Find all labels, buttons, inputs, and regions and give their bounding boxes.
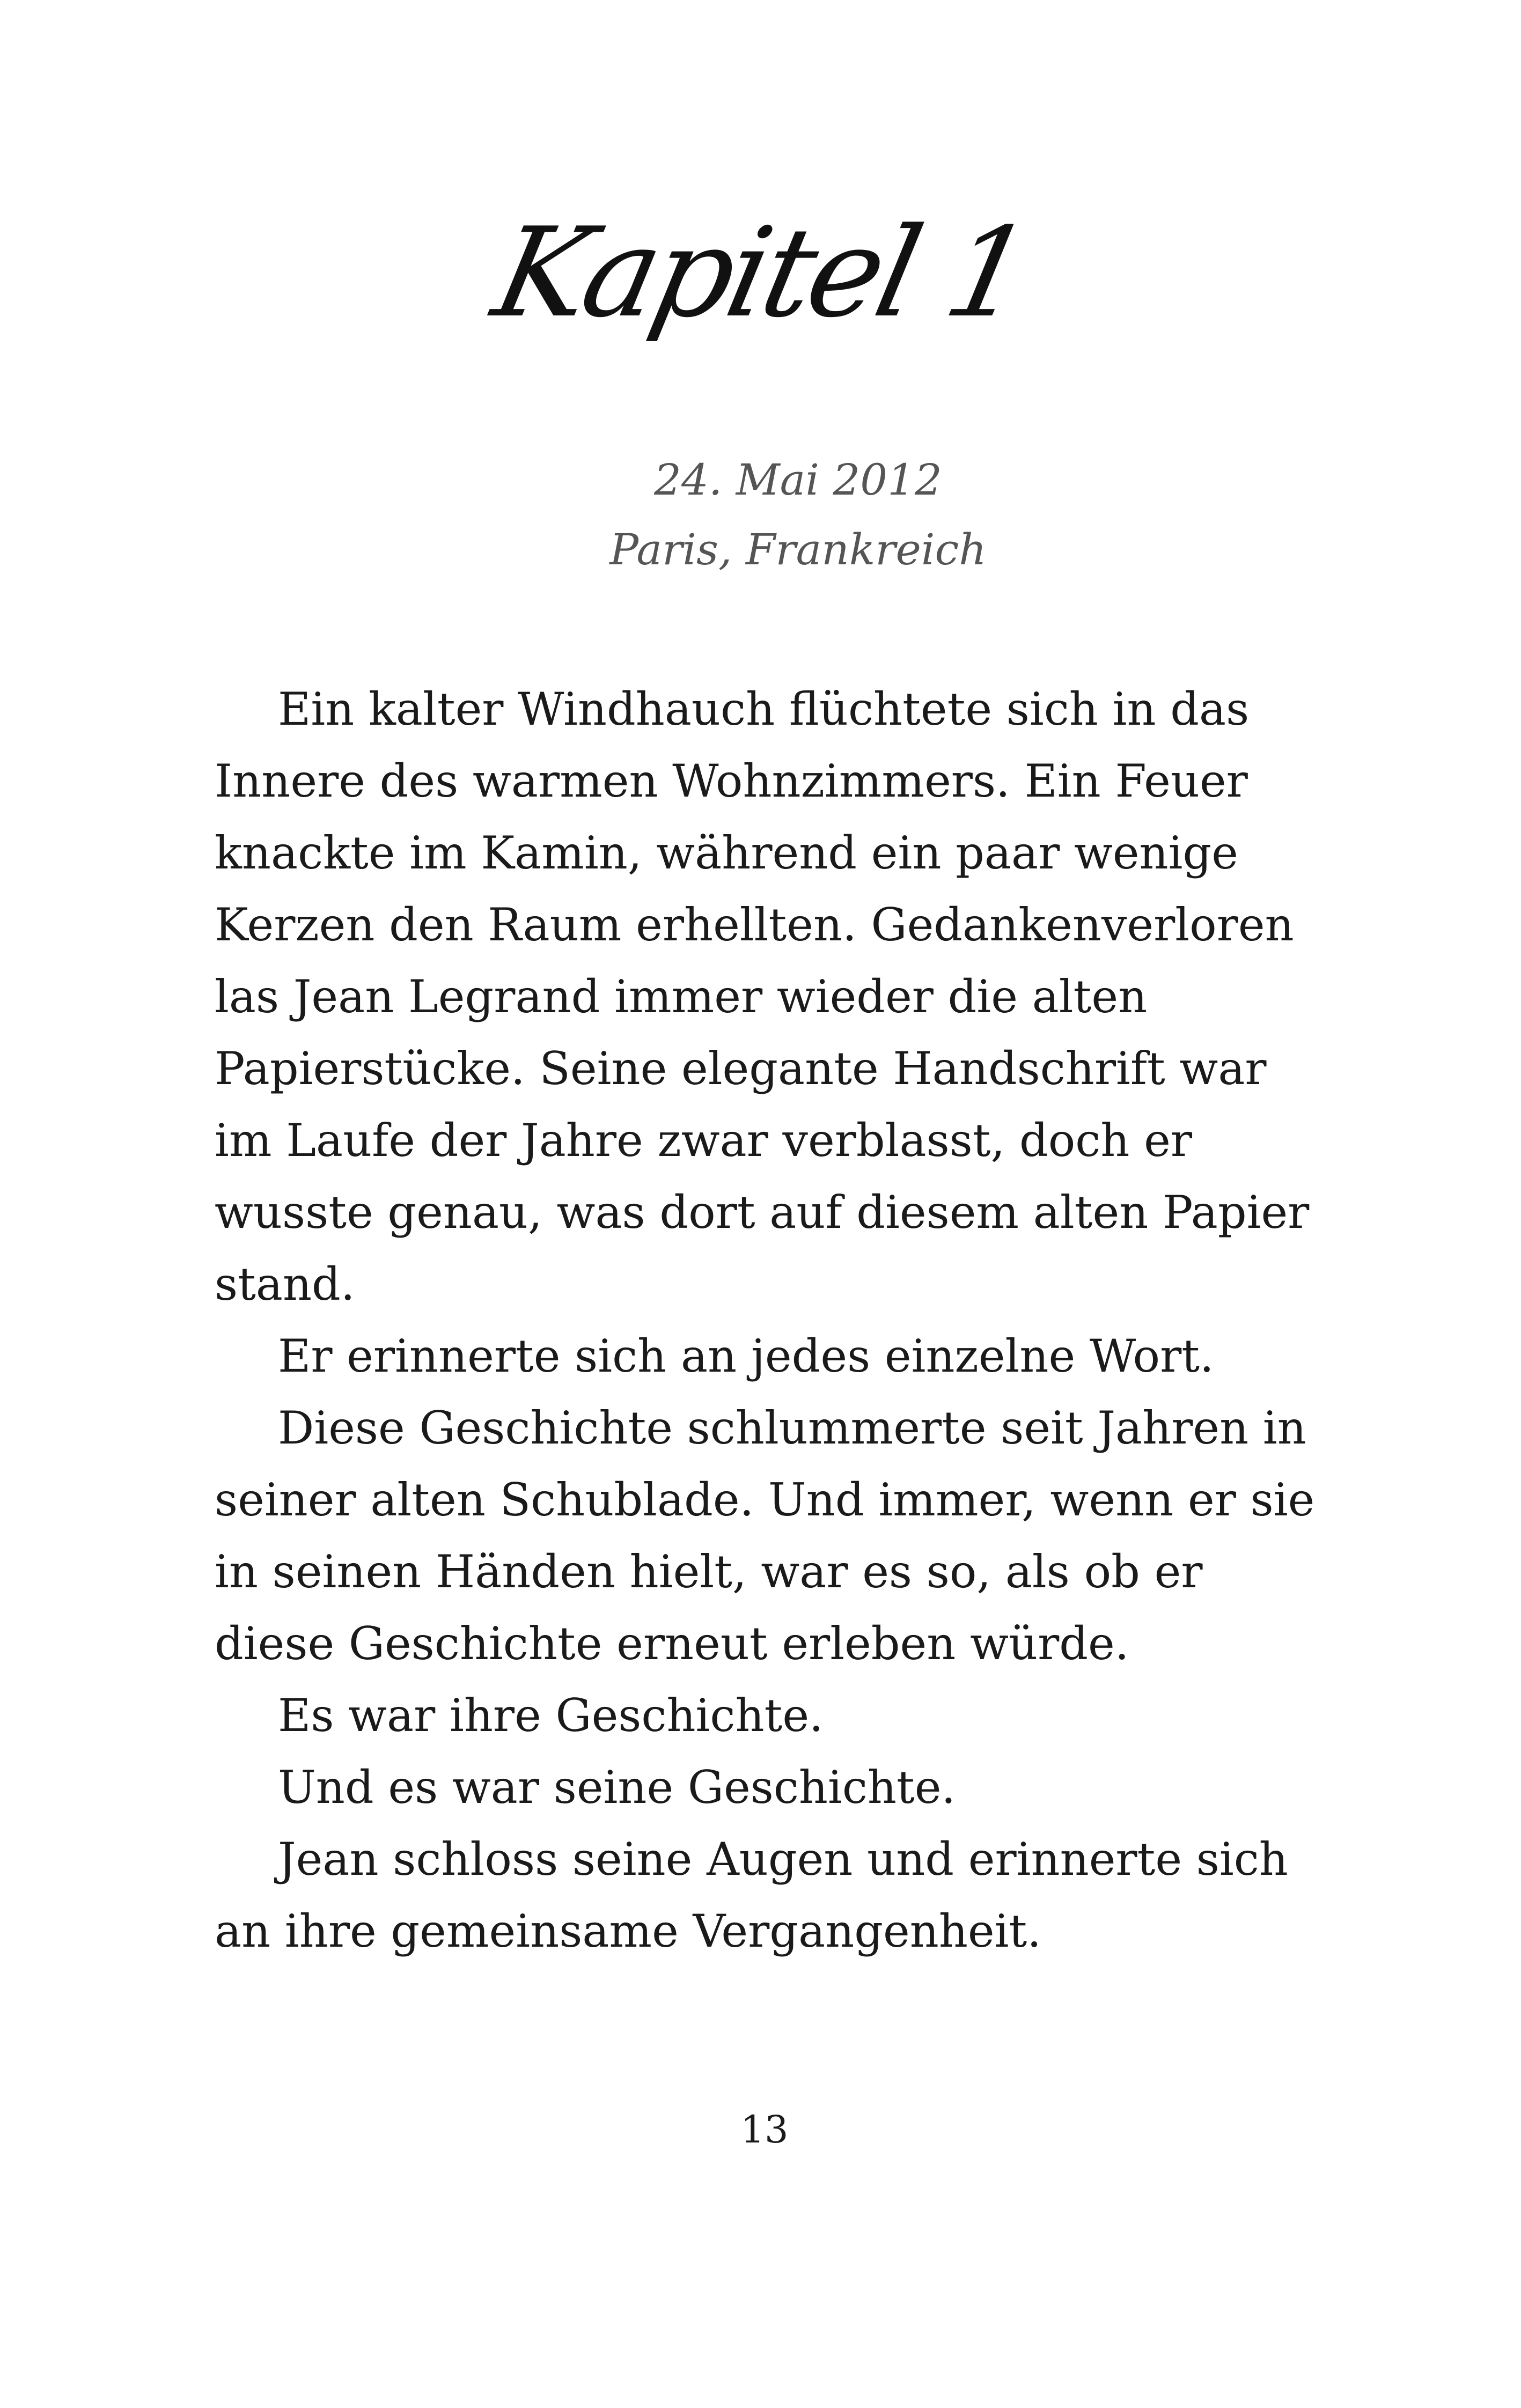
paragraph: Und es war seine Geschichte. — [278, 1761, 956, 1814]
paragraph: Jean schloss seine Augen und erinnerte sich an ihre gemeinsame Vergangenheit. — [215, 1833, 1288, 1957]
chapter-place: Paris, Frankreich — [609, 525, 987, 575]
paragraph: Es war ihre Geschichte. — [278, 1689, 824, 1742]
chapter-title: Kapitel 1 — [482, 202, 1039, 345]
chapter-body — [215, 673, 1328, 1967]
chapter-date: 24. Mai 2012 — [654, 455, 942, 505]
page-number: 13 — [740, 2108, 789, 2152]
paragraph: Ein kalter Windhauch flüchtete sich in das Innere des warmen Wohnzimmers. Ein Feuer knackte im Kamin, während ein paar wenige Kerzen den Raum erhellten. Gedankenverloren las Jean Legrand immer wieder die alten Papierstücke. Seine elegante Handschrift war im Laufe der Jahre zwar verblasst, doch er wusste genau, was dort auf diesem alten Papier stand. — [215, 683, 1310, 1310]
paragraph: Er erinnerte sich an jedes einzelne Wort. — [278, 1330, 1214, 1382]
paragraph: Diese Geschichte schlummerte seit Jahren in seiner alten Schublade. Und immer, wenn er sie in seinen Händen hielt, war es so, als ob er diese Geschichte erneut erleben würde. — [215, 1402, 1315, 1670]
chapter-dateline — [0, 445, 1521, 585]
